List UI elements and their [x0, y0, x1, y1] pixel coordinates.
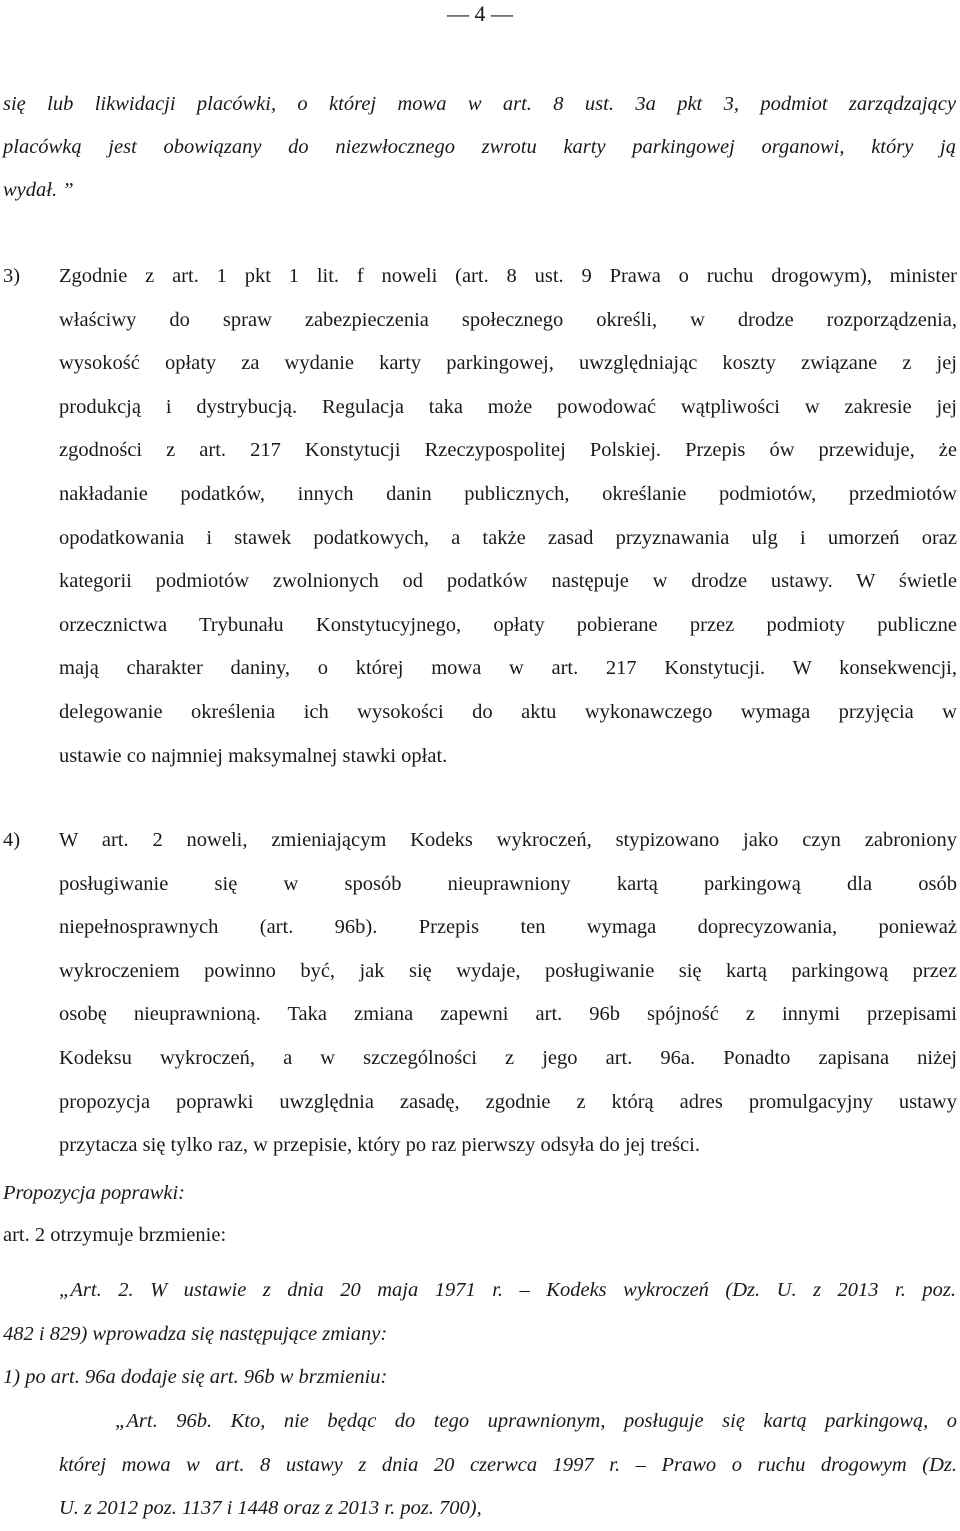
- art2-intro: art. 2 otrzymuje brzmienie:: [3, 1224, 227, 1246]
- proposal-heading: Propozycja poprawki:: [3, 1182, 186, 1204]
- intro-line: się lub likwidacji placówki, o której mowa w art. 8 ust. 3a pkt 3, podmiot zarządzający: [3, 93, 956, 115]
- item-3-line: Zgodnie z art. 1 pkt 1 lit. f noweli (art. 8 ust. 9 Prawa o ruchu drogowym), minister: [59, 265, 957, 287]
- quoted-article-line: której mowa w art. 8 ustawy z dnia 20 czerwca 1997 r. – Prawo o ruchu drogowym (Dz.: [59, 1453, 957, 1476]
- item-4-line: osobę nieuprawnioną. Taka zmiana zapewni art. 96b spójność z innymi przepisami: [59, 1003, 957, 1026]
- item-3-line: wysokość opłaty za wydanie karty parkingowej, uwzględniając koszty związane z jej: [59, 352, 957, 375]
- item-3-paragraph: [59, 255, 957, 778]
- item-4-number: 4): [3, 829, 21, 851]
- amendment-line: 482 i 829) wprowadza się następujące zmiany:: [3, 1322, 388, 1345]
- item-3-number: 3): [3, 265, 21, 287]
- item-3-line: orzecznictwa Trybunału Konstytucyjnego, opłaty pobierane przez podmioty publiczne: [59, 613, 957, 636]
- item-3-line: produkcją i dystrybucją. Regulacja taka może powodować wątpliwości w zakresie jej: [59, 395, 957, 418]
- item-3-line: ustawie co najmniej maksymalnej stawki opłat.: [59, 744, 448, 767]
- page-number: — 4 —: [447, 1, 513, 26]
- quoted-article-line: U. z 2012 poz. 1137 i 1448 oraz z 2013 r. poz. 700),: [59, 1497, 482, 1519]
- item-3-line: mają charakter daniny, o której mowa w art. 217 Konstytucji. W konsekwencji,: [59, 657, 957, 680]
- amendment-line: 1) po art. 96a dodaje się art. 96b w brzmieniu:: [3, 1366, 388, 1388]
- item-3-line: nakładanie podatków, innych danin publicznych, określanie podmiotów, przedmiotów: [59, 482, 957, 505]
- item-4-line: posługiwanie się w sposób nieuprawniony kartą parkingową dla osób: [59, 872, 957, 895]
- item-4-line: propozycja poprawki uwzględnia zasadę, zgodnie z którą adres promulgacyjny ustawy: [59, 1090, 957, 1113]
- item-4-line: W art. 2 noweli, zmieniającym Kodeks wykroczeń, stypizowano jako czyn zabroniony: [59, 829, 957, 851]
- item-4-line: wykroczeniem powinno być, jak się wydaje, posługiwanie się kartą parkingową przez: [59, 959, 957, 982]
- item-3-line: właściwy do spraw zabezpieczenia społecznego określi, w drodze rozporządzenia,: [59, 308, 957, 331]
- item-3-line: delegowanie określenia ich wysokości do aktu wykonawczego wymaga przyjęcia w: [59, 700, 957, 723]
- item-4-paragraph: [59, 819, 957, 1168]
- item-4-line: niepełnosprawnych (art. 96b). Przepis ten wymaga doprecyzowania, ponieważ: [59, 916, 957, 939]
- item-3-line: opodatkowania i stawek podatkowych, a także zasad przyznawania ulg i umorzeń oraz: [59, 526, 957, 549]
- intro-line: wydał. ”: [3, 179, 74, 201]
- amendment-text: [3, 1269, 956, 1400]
- item-4-line: przytacza się tylko raz, w przepisie, który po raz pierwszy odsyła do jej treści.: [59, 1134, 700, 1157]
- item-3-line: zgodności z art. 217 Konstytucji Rzeczypospolitej Polskiej. Przepis ów przewiduje, że: [59, 439, 957, 462]
- intro-line: placówką jest obowiązany do niezwłocznego zwrotu karty parkingowej organowi, który ją: [3, 136, 956, 158]
- quoted-article: [59, 1400, 957, 1531]
- item-4-line: Kodeksu wykroczeń, a w szczególności z jego art. 96a. Ponadto zapisana niżej: [59, 1046, 957, 1069]
- amendment-line: „Art. 2. W ustawie z dnia 20 maja 1971 r. – Kodeks wykroczeń (Dz. U. z 2013 r. poz.: [59, 1279, 956, 1301]
- intro-paragraph: [3, 83, 956, 212]
- item-3-line: kategorii podmiotów zwolnionych od podatków następuje w drodze ustawy. W świetle: [59, 570, 957, 593]
- quoted-article-line: „Art. 96b. Kto, nie będąc do tego uprawnionym, posługuje się kartą parkingową, o: [115, 1410, 957, 1432]
